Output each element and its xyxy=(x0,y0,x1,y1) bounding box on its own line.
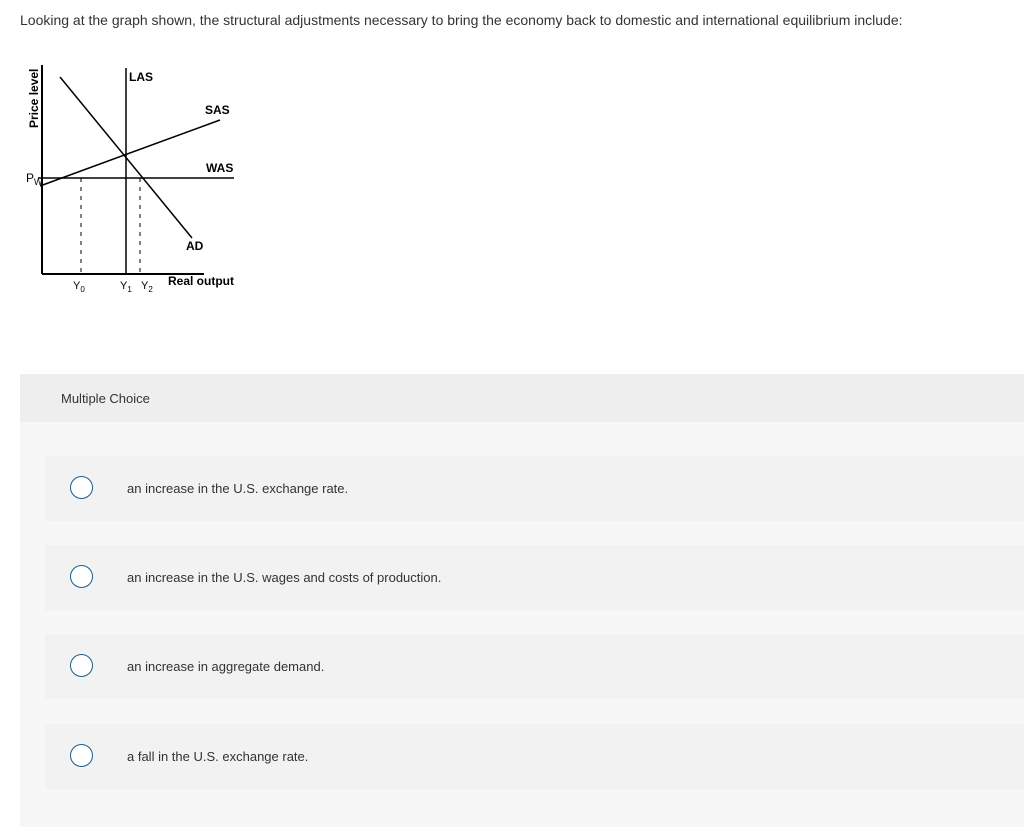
y1-label: $Y_1$ xyxy=(120,280,132,294)
radio-button[interactable] xyxy=(70,565,93,588)
multiple-choice-header xyxy=(20,374,1024,422)
answer-option-1[interactable] xyxy=(45,456,1024,521)
sas-label: SAS xyxy=(205,103,230,117)
x-axis-label: Real output xyxy=(168,274,234,288)
answer-option-3[interactable] xyxy=(45,634,1024,699)
answer-option-text: an increase in the U.S. exchange rate. xyxy=(127,481,349,496)
was-label: WAS xyxy=(206,161,234,175)
y-axis-label: Price level xyxy=(27,68,41,128)
multiple-choice-label: Multiple Choice xyxy=(61,391,150,406)
y2-label: $Y_2$ xyxy=(141,280,153,294)
multiple-choice-panel xyxy=(20,374,1024,827)
answer-option-text: an increase in aggregate demand. xyxy=(127,659,325,674)
sas-curve xyxy=(40,120,220,186)
economics-graph xyxy=(22,60,262,320)
answer-option-2[interactable] xyxy=(45,545,1024,610)
answer-option-text: an increase in the U.S. wages and costs of production. xyxy=(127,570,442,585)
answer-option-text: a fall in the U.S. exchange rate. xyxy=(127,749,309,764)
las-label: LAS xyxy=(129,70,153,84)
ad-label: AD xyxy=(186,239,204,253)
radio-button[interactable] xyxy=(70,476,93,499)
y0-label: $Y_0$ xyxy=(73,280,85,294)
radio-button[interactable] xyxy=(70,744,93,767)
radio-button[interactable] xyxy=(70,654,93,677)
question-text: Looking at the graph shown, the structural adjustments necessary to bring the economy back to domestic and international equilibrium include: xyxy=(20,12,903,28)
pw-label: $P_W$ xyxy=(26,171,43,187)
answer-option-4[interactable] xyxy=(45,724,1024,789)
